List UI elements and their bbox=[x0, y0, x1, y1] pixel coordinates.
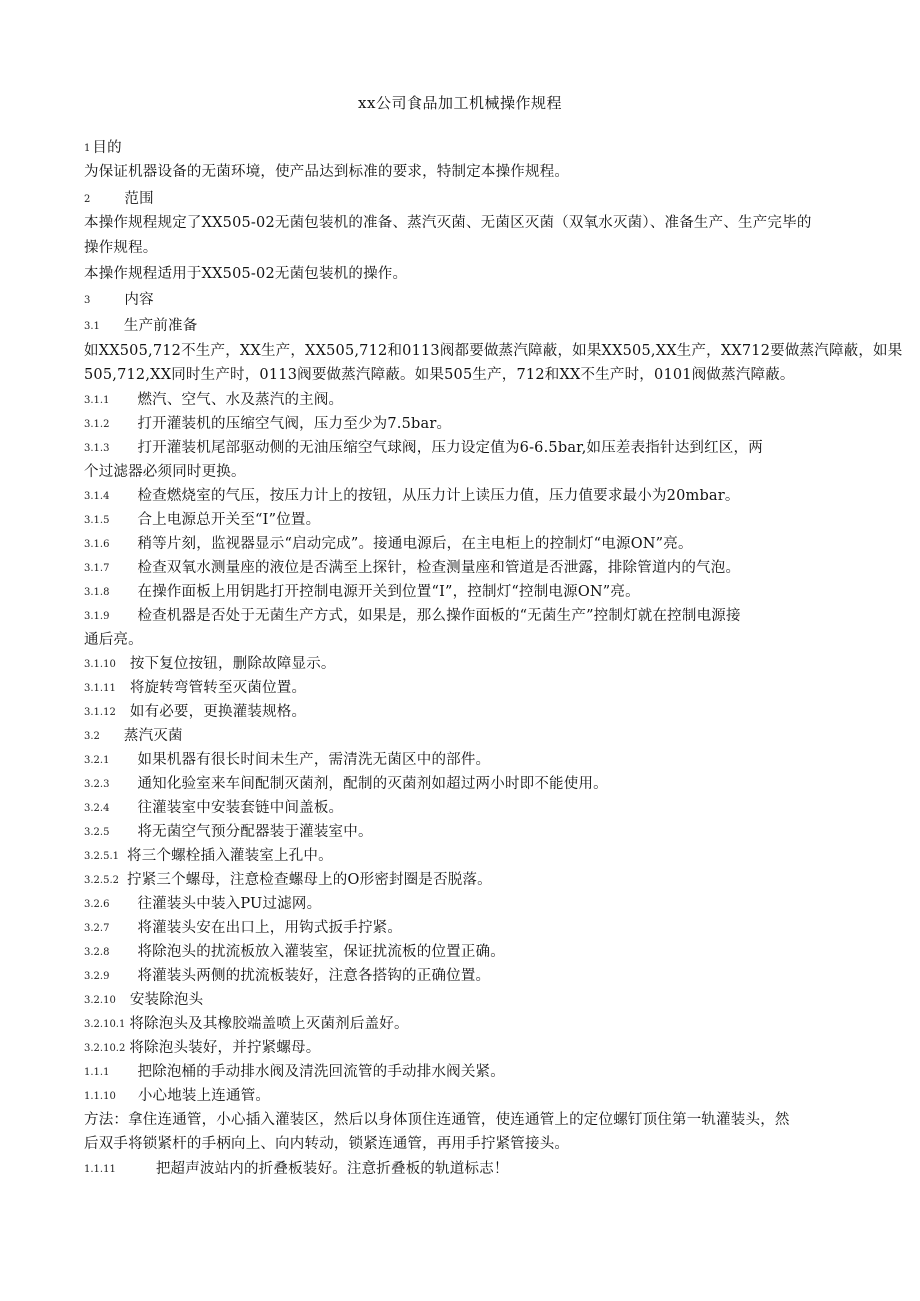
numbered-line bbox=[84, 1086, 270, 1107]
numbered-line bbox=[84, 678, 306, 699]
section-number: 3.2.7 bbox=[84, 923, 110, 934]
paragraph-line bbox=[84, 238, 158, 258]
paragraph-line bbox=[84, 264, 407, 284]
section-number: 3.1.4 bbox=[84, 491, 110, 502]
section-number: 1.1.11 bbox=[84, 1164, 116, 1175]
paragraph-line bbox=[84, 630, 143, 650]
line-text: 如果机器有很长时间未生产，需清洗无菌区中的部件。 bbox=[137, 752, 491, 768]
section-number: 3.2.10 bbox=[84, 995, 116, 1006]
section-number: 3.2.10.1 bbox=[84, 1019, 126, 1030]
line-text: 将无菌空气预分配器装于灌装室中。 bbox=[137, 824, 373, 840]
line-text: 蒸汽灭菌 bbox=[123, 728, 183, 744]
section-number: 3.1.8 bbox=[84, 587, 110, 598]
line-text: 打开灌装机尾部驱动侧的无油压缩空气球阀，压力设定值为6-6.5bar,如压差表指针达到红区，两 bbox=[137, 440, 763, 456]
line-text: 范围 bbox=[124, 191, 154, 207]
paragraph-line bbox=[84, 365, 795, 385]
line-text: 把超声波站内的折叠板装好。注意折叠板的轨道标志！ bbox=[155, 1161, 509, 1177]
section-number: 1 bbox=[84, 143, 91, 154]
numbered-line bbox=[84, 606, 741, 627]
line-text: 将除泡头及其橡胶端盖喷上灭菌剂后盖好。 bbox=[129, 1016, 409, 1032]
line-text: 检查燃烧室的气压，按压力计上的按钮，从压力计上读压力值，压力值要求最小为20mbar。 bbox=[137, 488, 740, 504]
line-text: 生产前准备 bbox=[123, 318, 198, 334]
line-text: 通后亮。 bbox=[84, 632, 143, 648]
numbered-line bbox=[84, 846, 333, 867]
line-text: 检查机器是否处于无菌生产方式，如果是，那么操作面板的“无菌生产”控制灯就在控制电源接 bbox=[137, 608, 741, 624]
numbered-line bbox=[84, 438, 763, 459]
section-number: 3.2.5 bbox=[84, 827, 110, 838]
line-text: 为保证机器设备的无菌环境，使产品达到标准的要求，特制定本操作规程。 bbox=[84, 164, 570, 180]
numbered-line bbox=[84, 189, 154, 210]
numbered-line bbox=[84, 750, 490, 771]
numbered-line bbox=[84, 1159, 509, 1180]
document-title: xx公司食品加工机械操作规程 bbox=[358, 94, 562, 112]
section-number: 3.1.10 bbox=[84, 659, 116, 670]
numbered-line bbox=[84, 1062, 505, 1083]
numbered-line bbox=[84, 942, 505, 963]
numbered-line bbox=[84, 966, 490, 987]
numbered-line bbox=[84, 510, 320, 531]
line-text: 个过滤器必须同时更换。 bbox=[84, 464, 246, 480]
section-number: 3.1.7 bbox=[84, 563, 110, 574]
section-number: 3.1.12 bbox=[84, 707, 116, 718]
numbered-line bbox=[84, 870, 492, 891]
section-number: 3.2 bbox=[84, 731, 100, 742]
section-number: 3.1.5 bbox=[84, 515, 110, 526]
line-text: 检查双氧水测量座的液位是否满至上探针，检查测量座和管道是否泄露，排除管道内的气泡。 bbox=[137, 560, 741, 576]
line-text: 将灌装头安在出口上，用钩式扳手拧紧。 bbox=[137, 920, 403, 936]
line-text: 将除泡头装好，并拧紧螺母。 bbox=[129, 1040, 321, 1056]
section-number: 3.1.9 bbox=[84, 611, 110, 622]
line-text: 后双手将锁紧杆的手柄向上、向内转动，锁紧连通管，再用手拧紧管接头。 bbox=[84, 1136, 570, 1152]
numbered-line bbox=[84, 582, 640, 603]
section-number: 1.1.1 bbox=[84, 1067, 110, 1078]
line-text: 目的 bbox=[92, 140, 122, 156]
section-number: 3.2.3 bbox=[84, 779, 110, 790]
line-text: 方法：拿住连通管，小心插入灌装区，然后以身体顶住连通管，使连通管上的定位螺钉顶住第一轨灌装头，然 bbox=[84, 1112, 790, 1128]
paragraph-line bbox=[84, 1110, 790, 1130]
paragraph-line bbox=[84, 213, 812, 233]
numbered-line bbox=[84, 290, 154, 311]
numbered-line bbox=[84, 798, 343, 819]
line-text: 小心地装上连通管。 bbox=[137, 1088, 271, 1104]
numbered-line bbox=[84, 990, 203, 1011]
numbered-line bbox=[84, 390, 343, 411]
numbered-line bbox=[84, 774, 608, 795]
numbered-line bbox=[84, 1014, 409, 1035]
paragraph-line bbox=[84, 1134, 569, 1154]
numbered-line bbox=[84, 702, 306, 723]
section-number: 1.1.10 bbox=[84, 1091, 116, 1102]
section-number: 3.2.4 bbox=[84, 803, 110, 814]
section-number: 3.1.1 bbox=[84, 395, 110, 406]
section-number: 2 bbox=[84, 194, 91, 205]
line-text: 按下复位按钮，删除故障显示。 bbox=[129, 656, 336, 672]
line-text: 稍等片刻，监视器显示“启动完成”。接通电源后，在主电柜上的控制灯“电源ON”亮。 bbox=[137, 536, 693, 552]
line-text: 燃汽、空气、水及蒸汽的主阀。 bbox=[137, 392, 344, 408]
line-text: 通知化验室来车间配制灭菌剂，配制的灭菌剂如超过两小时即不能使用。 bbox=[137, 776, 608, 792]
section-number: 3.2.1 bbox=[84, 755, 110, 766]
line-text: 安装除泡头 bbox=[129, 992, 204, 1008]
line-text: 将三个螺栓插入灌装室上孔中。 bbox=[127, 848, 333, 864]
section-number: 3.1.11 bbox=[84, 683, 116, 694]
section-number: 3.2.6 bbox=[84, 899, 110, 910]
numbered-line bbox=[84, 918, 402, 939]
numbered-line bbox=[84, 534, 693, 555]
paragraph-line bbox=[84, 341, 902, 361]
numbered-line bbox=[84, 654, 336, 675]
section-number: 3.2.5.2 bbox=[84, 875, 119, 886]
line-text: 把除泡桶的手动排水阀及清洗回流管的手动排水阀关紧。 bbox=[137, 1064, 505, 1080]
section-number: 3.2.5.1 bbox=[84, 851, 119, 862]
line-text: 在操作面板上用钥匙打开控制电源开关到位置“I”，控制灯“控制电源ON”亮。 bbox=[137, 584, 640, 600]
section-number: 3.2.8 bbox=[84, 947, 110, 958]
paragraph-line bbox=[84, 162, 569, 182]
section-number: 3.1 bbox=[84, 321, 100, 332]
line-text: 合上电源总开关至“I”位置。 bbox=[137, 512, 321, 528]
numbered-line bbox=[84, 822, 373, 843]
numbered-line bbox=[84, 486, 740, 507]
section-number: 3.1.2 bbox=[84, 419, 110, 430]
line-text: 505,712,XX同时生产时，0113阀要做蒸汽障蔽。如果505生产，712和XX不生产时，0101阀做蒸汽障蔽。 bbox=[84, 367, 795, 383]
line-text: 打开灌装机的压缩空气阀，压力至少为7.5bar。 bbox=[137, 416, 452, 432]
line-text: 操作规程。 bbox=[84, 240, 158, 256]
line-text: 将除泡头的扰流板放入灌装室，保证扰流板的位置正确。 bbox=[137, 944, 505, 960]
section-number: 3.1.3 bbox=[84, 443, 110, 454]
line-text: 往灌装室中安装套链中间盖板。 bbox=[137, 800, 344, 816]
line-text: 将灌装头两侧的扰流板装好，注意各搭钩的正确位置。 bbox=[137, 968, 491, 984]
numbered-line bbox=[84, 726, 183, 747]
numbered-line bbox=[84, 316, 197, 337]
line-text: 本操作规程规定了XX505-02无菌包装机的准备、蒸汽灭菌、无菌区灭菌（双氧水灭菌）、准备生产、生产完毕的 bbox=[84, 215, 812, 231]
line-text: 往灌装头中装入PU过滤网。 bbox=[137, 896, 322, 912]
section-number: 3.2.9 bbox=[84, 971, 110, 982]
numbered-line bbox=[84, 558, 740, 579]
line-text: 内容 bbox=[124, 292, 154, 308]
section-number: 3 bbox=[84, 295, 91, 306]
numbered-line bbox=[84, 894, 321, 915]
section-number: 3.2.10.2 bbox=[84, 1043, 126, 1054]
line-text: 拧紧三个螺母，注意检查螺母上的O形密封圈是否脱落。 bbox=[127, 872, 492, 888]
line-text: 如有必要，更换灌装规格。 bbox=[129, 704, 307, 720]
line-text: 本操作规程适用于XX505-02无菌包装机的操作。 bbox=[84, 266, 408, 282]
numbered-line bbox=[84, 414, 451, 435]
section-number: 3.1.6 bbox=[84, 539, 110, 550]
numbered-line bbox=[84, 138, 122, 159]
line-text: 如XX505,712不生产，XX生产，XX505,712和0113阀都要做蒸汽障蔽，如果XX505,XX生产，XX712要做蒸汽障蔽，如果 bbox=[84, 343, 903, 359]
numbered-line bbox=[84, 1038, 320, 1059]
paragraph-line bbox=[84, 462, 246, 482]
line-text: 将旋转弯管转至灭菌位置。 bbox=[129, 680, 307, 696]
